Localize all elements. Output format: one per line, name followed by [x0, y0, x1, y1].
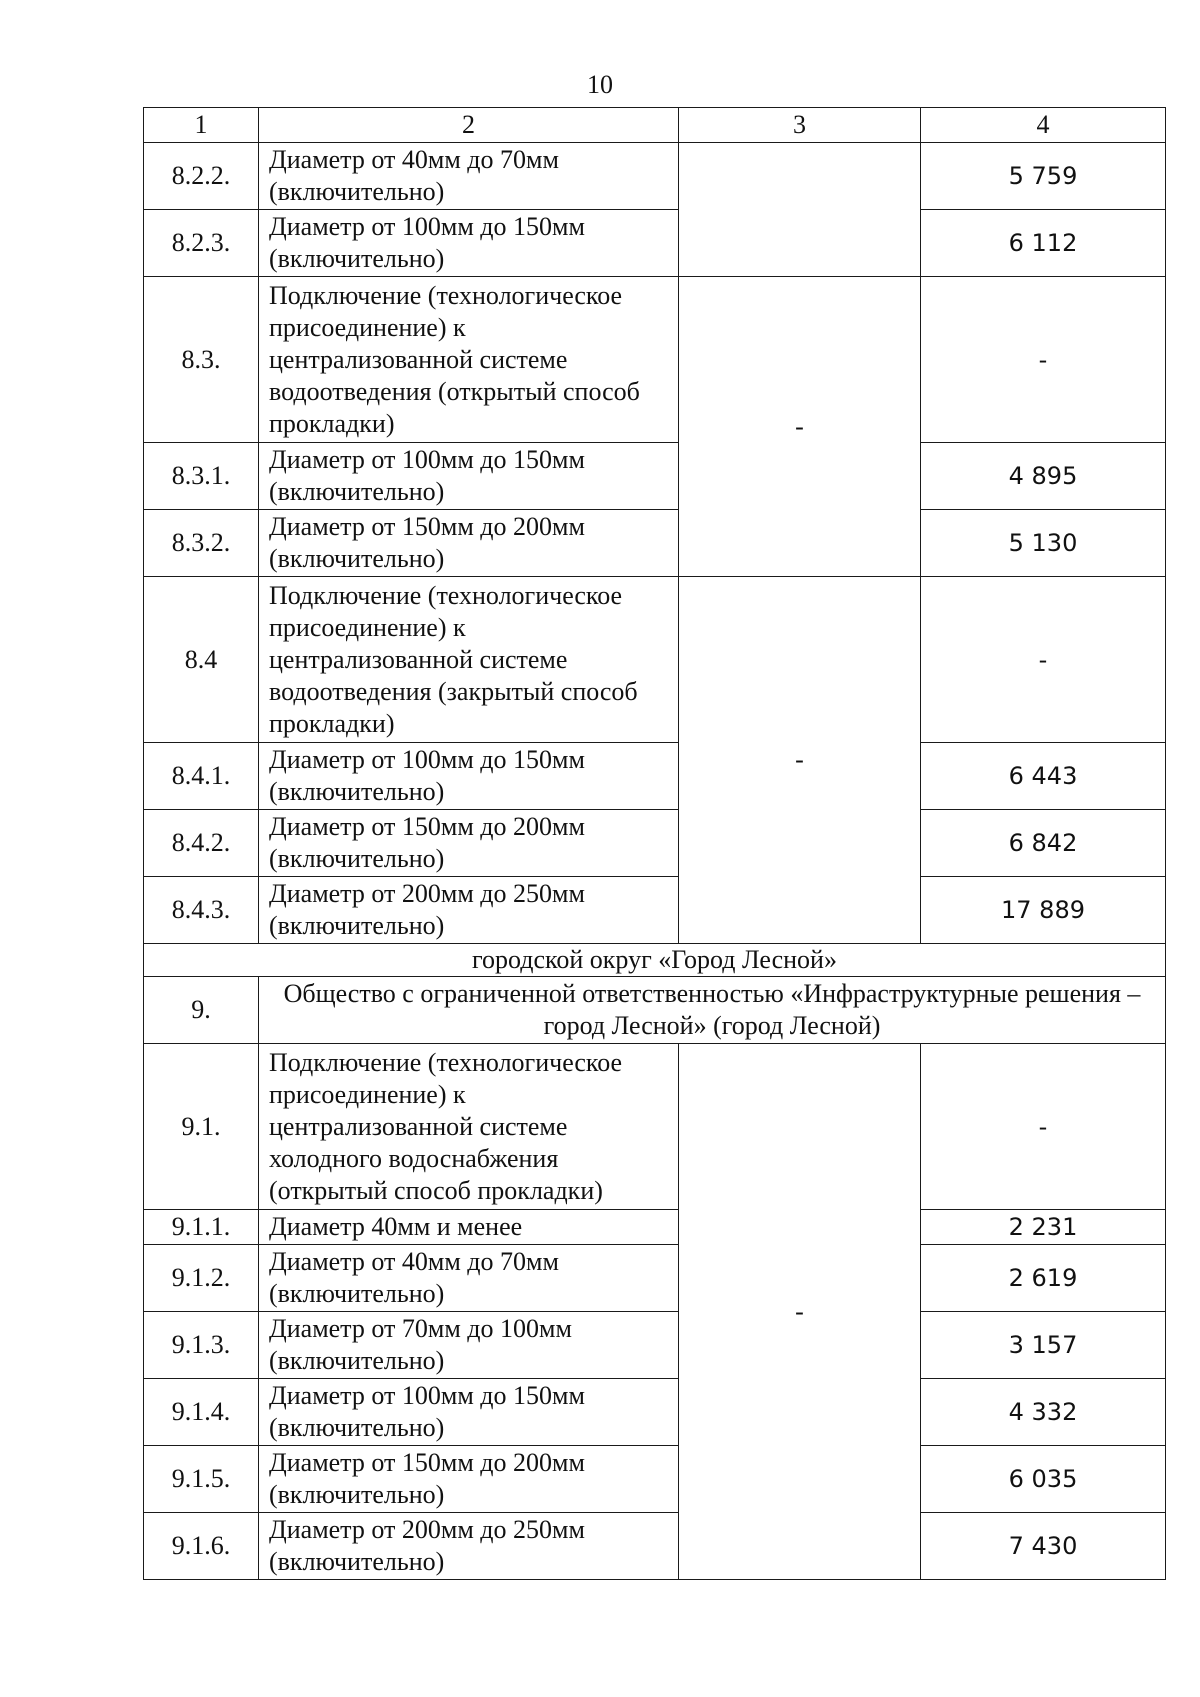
region-title: городской округ «Город Лесной»	[144, 944, 1166, 977]
row-number: 9.1.3.	[144, 1312, 259, 1379]
row-description: Подключение (технологическое присоединение) к централизованной системе водоотведения (открытый способ прокладки)	[259, 277, 679, 443]
table-row	[144, 1379, 1166, 1446]
table-row	[144, 743, 1166, 810]
column-header-4: 4	[921, 108, 1166, 143]
row-description: Диаметр от 150мм до 200мм (включительно)	[259, 810, 679, 877]
row-description: Диаметр от 40мм до 70мм (включительно)	[259, 143, 679, 210]
region-row	[144, 944, 1166, 977]
row-description: Диаметр от 150мм до 200мм (включительно)	[259, 510, 679, 577]
table-header-row	[144, 108, 1166, 143]
column3-group-cell	[679, 143, 921, 277]
row-description: Диаметр от 100мм до 150мм (включительно)	[259, 1379, 679, 1446]
page-number: 10	[587, 70, 613, 99]
row-number: 8.4	[144, 577, 259, 743]
row-value: 6 035	[921, 1446, 1166, 1513]
table-row	[144, 877, 1166, 944]
row-number: 8.3.1.	[144, 443, 259, 510]
column3-group-cell: -	[679, 277, 921, 577]
organization-row	[144, 977, 1166, 1044]
row-description: Диаметр 40мм и менее	[259, 1210, 679, 1245]
tariff-table	[143, 107, 1166, 1580]
column-header-2: 2	[259, 108, 679, 143]
row-value: -	[921, 577, 1166, 743]
row-number: 8.2.3.	[144, 210, 259, 277]
row-number: 9.1.4.	[144, 1379, 259, 1446]
column3-group-cell: -	[679, 577, 921, 944]
row-description: Подключение (технологическое присоединение) к централизованной системе водоотведения (закрытый способ прокладки)	[259, 577, 679, 743]
table-row	[144, 210, 1166, 277]
table-row	[144, 443, 1166, 510]
row-number: 8.4.3.	[144, 877, 259, 944]
row-value: 2 619	[921, 1245, 1166, 1312]
row-number: 9.	[144, 977, 259, 1044]
row-value: 5 130	[921, 510, 1166, 577]
row-value: 6 112	[921, 210, 1166, 277]
row-number: 9.1.5.	[144, 1446, 259, 1513]
row-number: 8.2.2.	[144, 143, 259, 210]
row-description: Диаметр от 100мм до 150мм (включительно)	[259, 443, 679, 510]
row-value: 3 157	[921, 1312, 1166, 1379]
row-number: 9.1.6.	[144, 1513, 259, 1580]
row-value: 6 443	[921, 743, 1166, 810]
row-value: 4 332	[921, 1379, 1166, 1446]
row-description: Диаметр от 100мм до 150мм (включительно)	[259, 743, 679, 810]
row-value: -	[921, 1044, 1166, 1210]
row-value: 6 842	[921, 810, 1166, 877]
row-description: Диаметр от 150мм до 200мм (включительно)	[259, 1446, 679, 1513]
row-number: 8.4.2.	[144, 810, 259, 877]
column3-group-cell: -	[679, 1044, 921, 1580]
table-row	[144, 1044, 1166, 1210]
organization-name: Общество с ограниченной ответственностью «Инфраструктурные решения – город Лесной» (город Лесной)	[259, 977, 1166, 1044]
row-value: 4 895	[921, 443, 1166, 510]
row-description: Диаметр от 200мм до 250мм (включительно)	[259, 1513, 679, 1580]
row-number: 9.1.2.	[144, 1245, 259, 1312]
column-header-3: 3	[679, 108, 921, 143]
row-description: Диаметр от 40мм до 70мм (включительно)	[259, 1245, 679, 1312]
row-description: Диаметр от 100мм до 150мм (включительно)	[259, 210, 679, 277]
row-value: -	[921, 277, 1166, 443]
table-row	[144, 143, 1166, 210]
column-header-1: 1	[144, 108, 259, 143]
table-row	[144, 1245, 1166, 1312]
row-value: 2 231	[921, 1210, 1166, 1245]
table-row	[144, 810, 1166, 877]
row-value: 7 430	[921, 1513, 1166, 1580]
row-description: Диаметр от 200мм до 250мм (включительно)	[259, 877, 679, 944]
row-description: Подключение (технологическое присоединение) к централизованной системе холодного водоснабжения (открытый способ прокладки)	[259, 1044, 679, 1210]
row-number: 8.3.2.	[144, 510, 259, 577]
table-row	[144, 577, 1166, 743]
row-number: 9.1.	[144, 1044, 259, 1210]
row-value: 5 759	[921, 143, 1166, 210]
row-number: 8.4.1.	[144, 743, 259, 810]
table-row	[144, 1446, 1166, 1513]
row-number: 8.3.	[144, 277, 259, 443]
row-value: 17 889	[921, 877, 1166, 944]
table-row	[144, 1312, 1166, 1379]
table-row	[144, 277, 1166, 443]
row-number: 9.1.1.	[144, 1210, 259, 1245]
table-row	[144, 510, 1166, 577]
table-row	[144, 1210, 1166, 1245]
row-description: Диаметр от 70мм до 100мм (включительно)	[259, 1312, 679, 1379]
table-row	[144, 1513, 1166, 1580]
